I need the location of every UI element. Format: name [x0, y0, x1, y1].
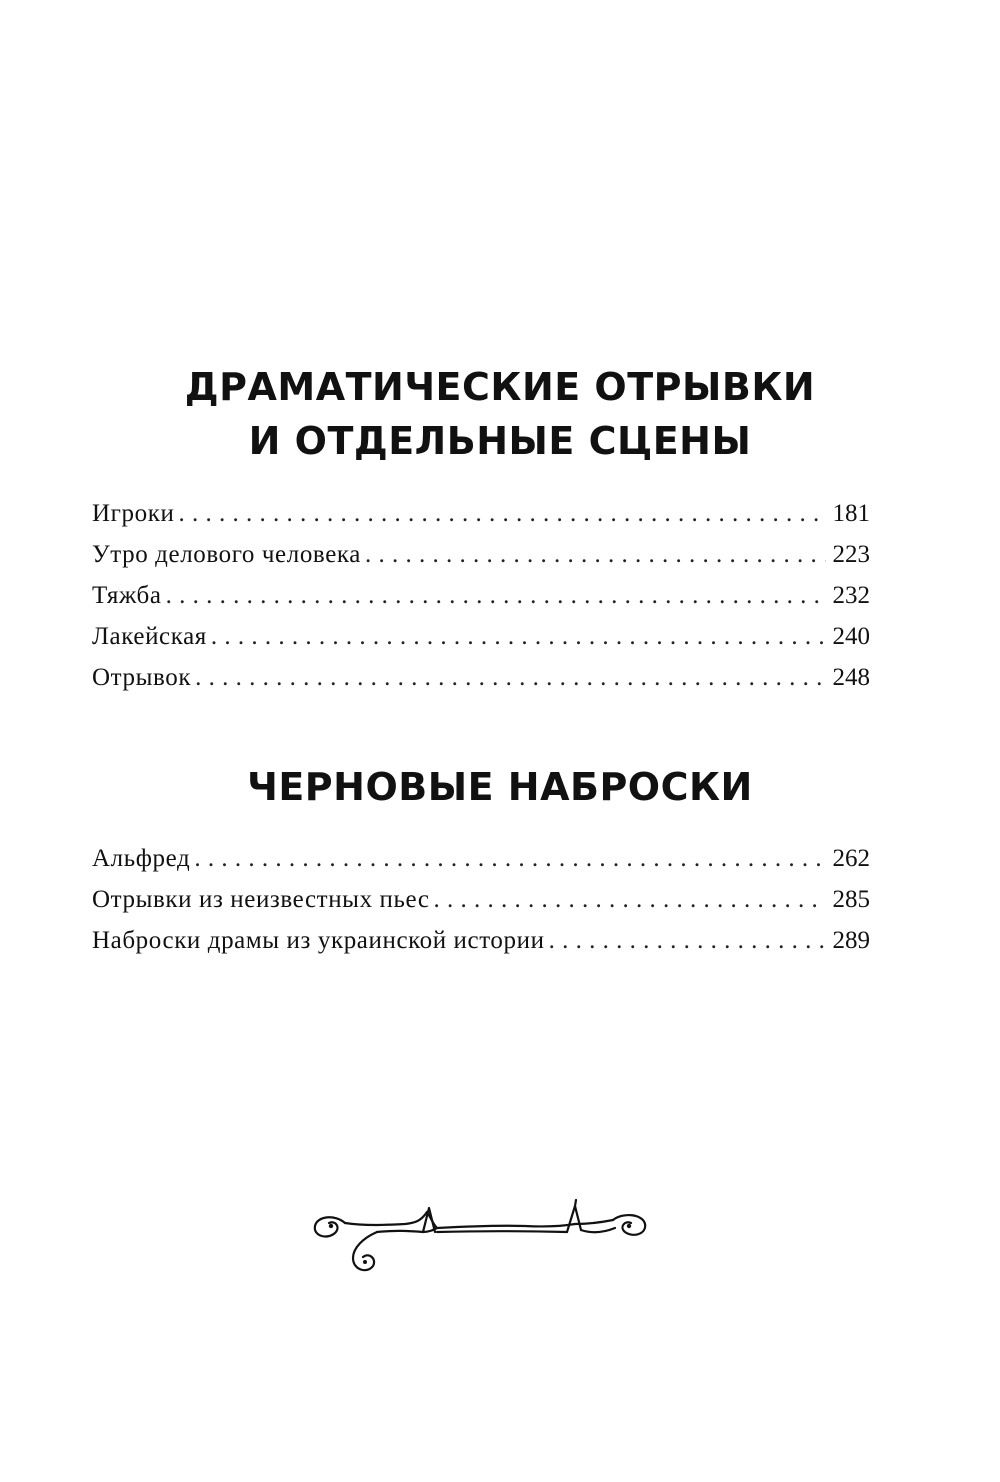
toc-entry[interactable] — [92, 838, 870, 879]
section-title-line: ЧЕРНОВЫЕ НАБРОСКИ — [247, 765, 753, 809]
toc-entry-title: Лакейская — [92, 623, 207, 650]
section-title-draft-sketches — [0, 760, 1000, 814]
dot-leader — [190, 838, 826, 879]
toc-entry-title: Игроки — [92, 500, 175, 527]
toc-entry-title: Утро делового человека — [92, 541, 361, 568]
toc-entry-page: 262 — [832, 845, 870, 872]
toc-entry[interactable] — [92, 616, 870, 657]
toc-entry-title: Тяжба — [92, 582, 162, 609]
dot-leader — [430, 879, 826, 920]
toc-entry-page: 285 — [832, 886, 870, 913]
dot-leader — [174, 493, 826, 534]
toc-entry[interactable] — [92, 493, 870, 534]
dot-leader — [545, 920, 826, 961]
toc-list-draft-sketches — [92, 838, 870, 961]
dot-leader — [162, 575, 826, 616]
toc-entry-page: 240 — [832, 623, 870, 650]
toc-list-dramatic-fragments — [92, 493, 870, 698]
toc-entry[interactable] — [92, 534, 870, 575]
section-title-line: И ОТДЕЛЬНЫЕ СЦЕНЫ — [248, 419, 752, 463]
section-title-line: ДРАМАТИЧЕСКИЕ ОТРЫВКИ — [184, 365, 816, 409]
section-title-dramatic-fragments — [0, 360, 1000, 468]
toc-entry-page: 223 — [832, 541, 870, 568]
toc-entry[interactable] — [92, 657, 870, 698]
toc-entry-page: 289 — [832, 927, 870, 954]
toc-entry-page: 181 — [832, 500, 870, 527]
toc-entry-title: Наброски драмы из украинской истории — [92, 927, 545, 954]
toc-entry-page: 232 — [832, 582, 870, 609]
dot-leader — [207, 616, 826, 657]
toc-entry[interactable] — [92, 920, 870, 961]
toc-entry-title: Альфред — [92, 845, 191, 872]
dot-leader — [361, 534, 826, 575]
scroll-flourish-icon — [305, 1196, 655, 1286]
toc-entry-page: 248 — [832, 664, 870, 691]
toc-entry[interactable] — [92, 879, 870, 920]
dot-leader — [191, 657, 826, 698]
toc-entry[interactable] — [92, 575, 870, 616]
toc-entry-title: Отрывок — [92, 664, 192, 691]
toc-entry-title: Отрывки из неизвестных пьес — [92, 886, 430, 913]
